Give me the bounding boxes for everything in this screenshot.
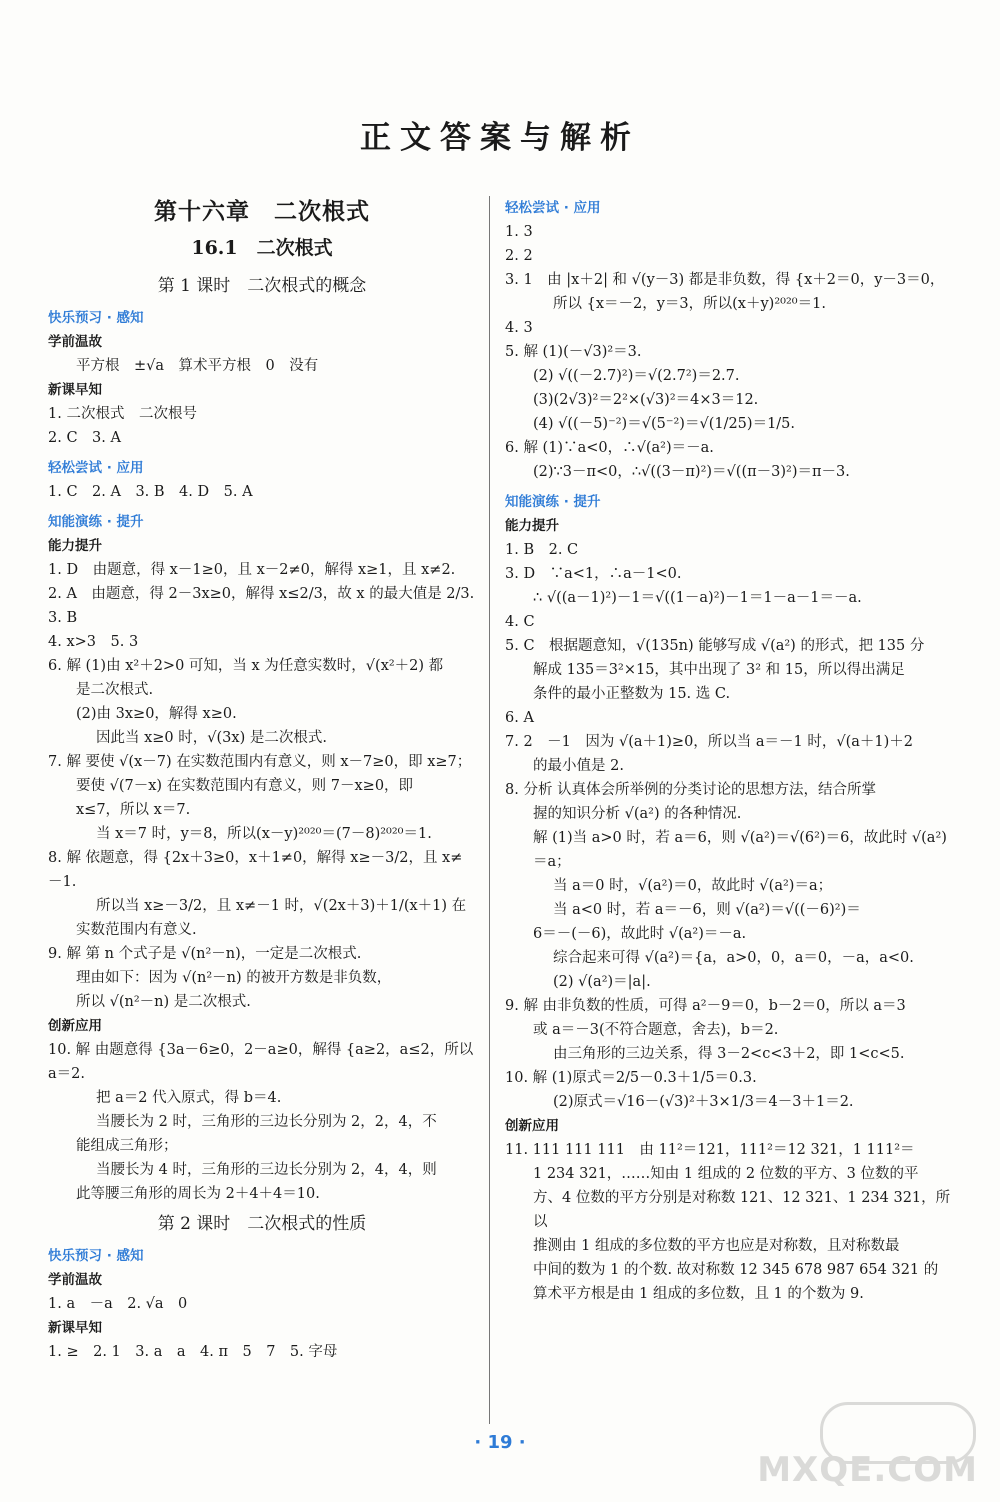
answer-line: 6＝－(－6)，故此时 √(a²)＝－a. [533,926,747,942]
column-divider [489,196,490,1424]
answer-line: 2. C 3. A [48,430,121,446]
answer-line: 10. 解 (1)原式＝2/5－0.3＋1/5＝0.3. [505,1070,757,1086]
answer-line: 的最小值是 2. [533,758,624,774]
answer-line: (2)原式＝√16－(√3)²＋3×1/3＝4－3＋1＝2. [553,1094,854,1110]
answer-line: 是二次根式. [76,682,154,698]
answer-line: 4. x>3 5. 3 [48,634,139,650]
answer-line: 1. a －a 2. √a 0 [48,1296,188,1312]
answer-line: 1. D 由题意，得 x－1≥0，且 x－2≠0，解得 x≥1，且 x≠2. [48,562,456,578]
chapter-heading: 第十六章 二次根式 [154,198,370,225]
section-label: 轻松尝试 · 应用 [48,460,144,476]
subsection-heading: 学前温故 [48,334,102,350]
answer-line: 因此当 x≥0 时，√(3x) 是二次根式. [96,730,327,746]
answer-line: 6. 解 (1)由 x²＋2>0 可知，当 x 为任意实数时，√(x²＋2) 都 [48,658,444,674]
answer-line: 能组成三角形； [76,1138,178,1154]
section-label: 快乐预习 · 感知 [48,310,144,326]
section-label: 知能演练 · 提升 [505,494,601,510]
answer-line: 当腰长为 2 时，三角形的三边长分别为 2，2，4，不 [96,1114,437,1130]
answer-line: 当腰长为 4 时，三角形的三边长分别为 2，4，4，则 [96,1162,437,1178]
answer-line: 1. C 2. A 3. B 4. D 5. A [48,484,253,500]
answer-line: 平方根 ±√a 算术平方根 0 没有 [76,358,319,374]
right-column [505,190,955,1306]
answer-line: 2. A 由题意，得 2－3x≥0，解得 x≤2/3，故 x 的最大值是 2/3. [48,586,475,602]
answer-line: 所以 {x＝－2，y＝3，所以(x＋y)²⁰²⁰＝1. [553,296,826,312]
answer-line: 或 a＝－3(不符合题意，舍去)，b＝2. [533,1022,779,1038]
lesson-heading: 第 1 课时 二次根式的概念 [157,276,367,296]
answer-line: 1 234 321，……知由 1 组成的 2 位数的平方、3 位数的平 [533,1166,919,1182]
section-heading: 16.1 二次根式 [191,237,333,259]
answer-line: (2)∵3－π<0，∴√((3－π)²)＝√((π－3)²)＝π－3. [533,464,850,480]
answer-line: 9. 解 由非负数的性质，可得 a²－9＝0，b－2＝0，所以 a＝3 [505,998,906,1014]
answer-line: 3. 1 由 |x＋2| 和 √(y－3) 都是非负数，得 {x＋2＝0，y－3＝0， [505,272,945,288]
section-label: 知能演练 · 提升 [48,514,144,530]
answer-line: 5. 解 (1)(－√3)²＝3. [505,344,642,360]
answer-line: 当 a<0 时，若 a＝－6，则 √(a²)＝√((－6)²)＝ [553,902,861,918]
answer-line: 11. 111 111 111 由 11²＝121，111²＝12 321，1 111²＝ [505,1142,915,1158]
answer-line: 算术平方根是由 1 组成的多位数，且 1 的个数为 9. [533,1286,864,1302]
subsection-heading: 学前温故 [48,1272,102,1288]
answer-line: 9. 解 第 n 个式子是 √(n²－n)，一定是二次根式. [48,946,362,962]
answer-line: 1. 3 [505,224,533,240]
left-column [48,190,476,1364]
answer-line: (2) √(a²)＝|a|. [553,974,651,990]
answer-line: 实数范围内有意义. [76,922,197,938]
answer-line: 综合起来可得 √(a²)＝{a，a>0，0，a＝0，－a，a<0. [553,950,914,966]
answer-line: 6. 解 (1)∵a<0，∴√(a²)＝－a. [505,440,714,456]
subsection-heading: 创新应用 [48,1018,102,1034]
subsection-heading: 新课早知 [48,1320,102,1336]
answer-line: 6. A [505,710,534,726]
answer-line: 推测由 1 组成的多位数的平方也应是对称数，且对称数最 [533,1238,900,1254]
answer-line: 1. B 2. C [505,542,579,558]
answer-line: 此等腰三角形的周长为 2＋4＋4＝10. [76,1186,320,1202]
answer-line: (3)(2√3)²＝2²×(√3)²＝4×3＝12. [533,392,759,408]
answer-line: 要使 √(7－x) 在实数范围内有意义，则 7－x≥0，即 [76,778,414,794]
answer-line: 所以 √(n²－n) 是二次根式. [76,994,251,1010]
answer-line: 5. C 根据题意知，√(135n) 能够写成 √(a²) 的形式，把 135 分 [505,638,925,654]
answer-line: 3. D ∵a<1，∴a－1<0. [505,566,682,582]
lesson-heading: 第 2 课时 二次根式的性质 [157,1214,367,1234]
answer-line: 当 a＝0 时，√(a²)＝0，故此时 √(a²)＝a； [553,878,833,894]
answer-line: 2. 2 [505,248,533,264]
answer-line: 8. 解 依题意，得 {2x＋3≥0，x＋1≠0，解得 x≥－3/2，且 x≠－1. [48,850,463,890]
answer-line: 中间的数为 1 的个数. 故对称数 12 345 678 987 654 321 的 [533,1262,939,1278]
answer-line: ∴ √((a－1)²)－1＝√((1－a)²)－1＝1－a－1＝－a. [533,590,862,606]
answer-line: (2) √((－2.7)²)＝√(2.7²)＝2.7. [533,368,740,384]
answer-line: 1. 二次根式 二次根号 [48,406,197,422]
answer-line: (2)由 3x≥0，解得 x≥0. [76,706,237,722]
page-title: 正文答案与解析 [360,120,640,156]
answer-line: 7. 2 －1 因为 √(a＋1)≥0，所以当 a＝－1 时，√(a＋1)＋2 [505,734,914,750]
answer-line: 7. 解 要使 √(x－7) 在实数范围内有意义，则 x－7≥0，即 x≥7； [48,754,472,770]
answer-line: 1. ≥ 2. 1 3. a a 4. π 5 7 5. 字母 [48,1344,338,1360]
answer-line: 所以当 x≥－3/2，且 x≠－1 时，√(2x＋3)＋1/(x＋1) 在 [96,898,467,914]
answer-line: 4. C [505,614,535,630]
section-label: 轻松尝试 · 应用 [505,200,601,216]
answer-line: 解 (1)当 a>0 时，若 a＝6，则 √(a²)＝√(6²)＝6，故此时 √(a²)＝a； [533,830,947,870]
subsection-heading: 能力提升 [48,538,102,554]
subsection-heading: 新课早知 [48,382,102,398]
answer-line: 8. 分析 认真体会所举例的分类讨论的思想方法，结合所掌 [505,782,877,798]
watermark-text: MXQE.COM [757,1450,978,1490]
answer-line: 10. 解 由题意得 {3a－6≥0，2－a≥0，解得 {a≥2，a≤2，所以 a＝2. [48,1042,478,1082]
answer-line: 把 a＝2 代入原式，得 b＝4. [96,1090,282,1106]
answer-line: 理由如下：因为 √(n²－n) 的被开方数是非负数， [76,970,392,986]
subsection-heading: 能力提升 [505,518,559,534]
answer-line: 条件的最小正整数为 15. 选 C. [533,686,731,702]
answer-line: 4. 3 [505,320,533,336]
answer-line: 握的知识分析 √(a²) 的各种情况. [533,806,742,822]
page-number: · 19 · [474,1432,526,1453]
answer-line: 3. B [48,610,78,626]
subsection-heading: 创新应用 [505,1118,559,1134]
answer-line: x≤7，所以 x＝7. [76,802,191,818]
answer-line: 由三角形的三边关系，得 3－2<c<3＋2，即 1<c<5. [553,1046,905,1062]
answer-line: 当 x＝7 时，y＝8，所以(x－y)²⁰²⁰＝(7－8)²⁰²⁰＝1. [96,826,432,842]
answer-line: (4) √((－5)⁻²)＝√(5⁻²)＝√(1/25)＝1/5. [533,416,796,432]
section-label: 快乐预习 · 感知 [48,1248,144,1264]
watermark-logo [757,1398,990,1498]
answer-line: 方、4 位数的平方分别是对称数 121、12 321、1 234 321，所以 [533,1190,951,1230]
answer-line: 解成 135＝3²×15，其中出现了 3² 和 15，所以得出满足 [533,662,905,678]
